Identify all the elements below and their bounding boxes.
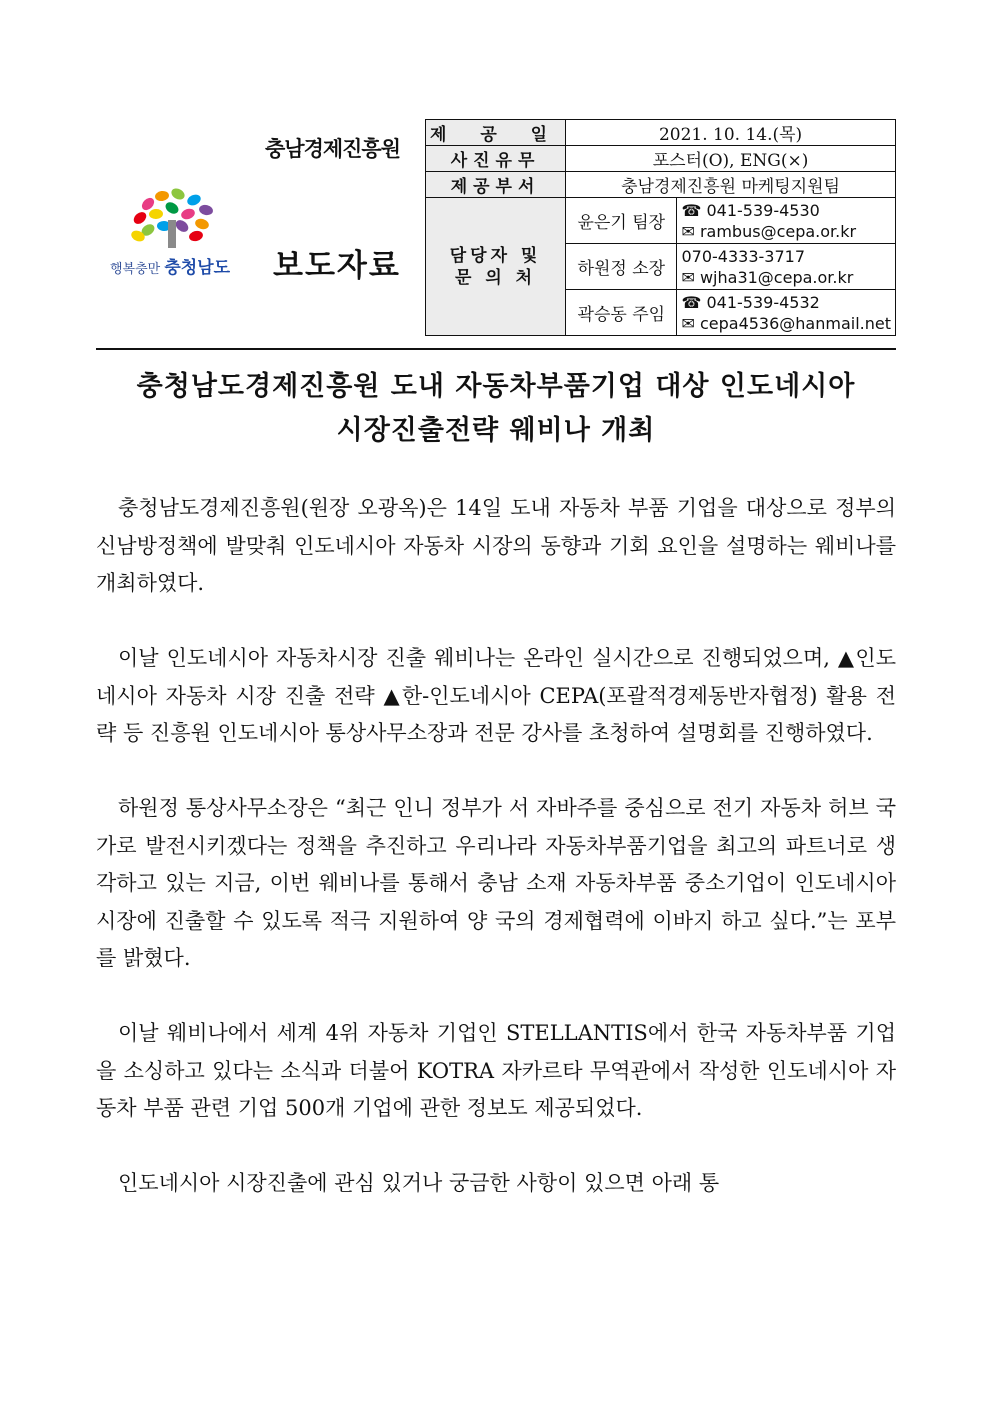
logo-leaf	[180, 207, 196, 221]
contact-label-line1: 담당자 및	[449, 245, 542, 266]
press-release-title: 보도자료	[273, 248, 401, 284]
dept-label: 제공부서	[426, 172, 566, 198]
photo-row	[426, 146, 896, 172]
contact-name: 윤은기 팀장	[566, 198, 677, 244]
contact-phone: 070-4333-3717	[681, 246, 805, 266]
paragraph: 하원정 통상사무소장은 “최근 인니 정부가 서 자바주를 중심으로 전기 자동차 허브 국가로 발전시키겠다는 정책을 추진하고 우리나라 자동차부품기업을 최고의 파트너로 생각하고 있는 지금, 이번 웨비나를 통해서 충남 소재 자동차부품 중소기업이 인도네시아시장에 진출할 수 있도록 적극 지원하여 양 국의 경제협력에 이바지 하고 싶다.”는 포부를 밝혔다.	[96, 796, 896, 970]
paragraph: 이날 웨비나에서 세계 4위 자동차 기업인 STELLANTIS에서 한국 자동차부품 기업을 소싱하고 있다는 소식과 더불어 KOTRA 자카르타 무역관에서 작성한 인도네시아 자동차 부품 관련 기업 500개 기업에 관한 정보도 제공되었다.	[96, 1021, 896, 1120]
logo-name: 충청남도	[164, 258, 231, 278]
contact-email[interactable]: ✉ wjha31@cepa.or.kr	[681, 267, 854, 287]
contact-email[interactable]: ✉ rambus@cepa.or.kr	[681, 221, 857, 241]
contact-email[interactable]: ✉ cepa4536@hanmail.net	[681, 313, 891, 333]
contact-phone: ☎ 041-539-4532	[681, 292, 820, 312]
organization-name: 충남경제진흥원	[265, 136, 401, 161]
contact-details	[677, 290, 896, 336]
logo-trunk	[168, 220, 176, 248]
header-divider	[96, 348, 896, 350]
logo-leaf	[149, 209, 164, 220]
dept-row	[426, 172, 896, 198]
logo-caption	[110, 253, 230, 278]
photo-label: 사진유무	[426, 146, 566, 172]
date-label: 제 공 일	[426, 120, 566, 146]
article-body	[96, 490, 896, 1240]
logo-leaf	[163, 200, 180, 216]
logo-leaf	[198, 204, 214, 217]
paragraph: 이날 인도네시아 자동차시장 진출 웨비나는 온라인 실시간으로 진행되었으며, ▲인도네시아 자동차 시장 진출 전략 ▲한-인도네시아 CEPA(포괄적경제동반자협정) 활용 전략 등 진흥원 인도네시아 통상사무소장과 전문 강사를 초청하여 설명회를 진행하였다.	[96, 646, 896, 745]
contact-name: 곽승동 주임	[566, 290, 677, 336]
contact-name: 하원정 소장	[566, 244, 677, 290]
date-row	[426, 120, 896, 146]
paragraph: 인도네시아 시장진출에 관심 있거나 궁금한 사항이 있으면 아래 통	[118, 1171, 720, 1195]
contact-details	[677, 198, 896, 244]
contact-phone: ☎ 041-539-4530	[681, 200, 820, 220]
logo-slogan: 행복충만	[110, 262, 161, 277]
contact-label-line2: 문 의 처	[455, 267, 537, 288]
headline-line-1: 충청남도경제진흥원 도내 자동차부품기업 대상 인도네시아	[136, 371, 856, 402]
contact-details	[677, 244, 896, 290]
logo-leaf	[188, 229, 204, 242]
logo-leaf	[194, 217, 210, 231]
paragraph: 충청남도경제진흥원(원장 오광옥)은 14일 도내 자동차 부품 기업을 대상으로 정부의 신남방정책에 발맞춰 인도네시아 자동차 시장의 동향과 기회 요인을 설명하는 웨비나를 개최하였다.	[96, 496, 896, 595]
headline-line-2: 시장진출전략 웨비나 개최	[336, 415, 656, 446]
info-table	[425, 119, 896, 336]
logo-leaf	[169, 186, 186, 202]
logo-leaf	[131, 210, 148, 227]
contact-label	[426, 198, 566, 336]
dept-value: 충남경제진흥원 마케팅지원팀	[566, 172, 896, 198]
headline	[96, 365, 896, 453]
date-value: 2021. 10. 14.(목)	[566, 120, 896, 146]
photo-value: 포스터(O), ENG(×)	[566, 146, 896, 172]
contact-row	[426, 198, 896, 244]
logo-leaf	[154, 190, 169, 202]
logo-leaf	[186, 193, 203, 208]
